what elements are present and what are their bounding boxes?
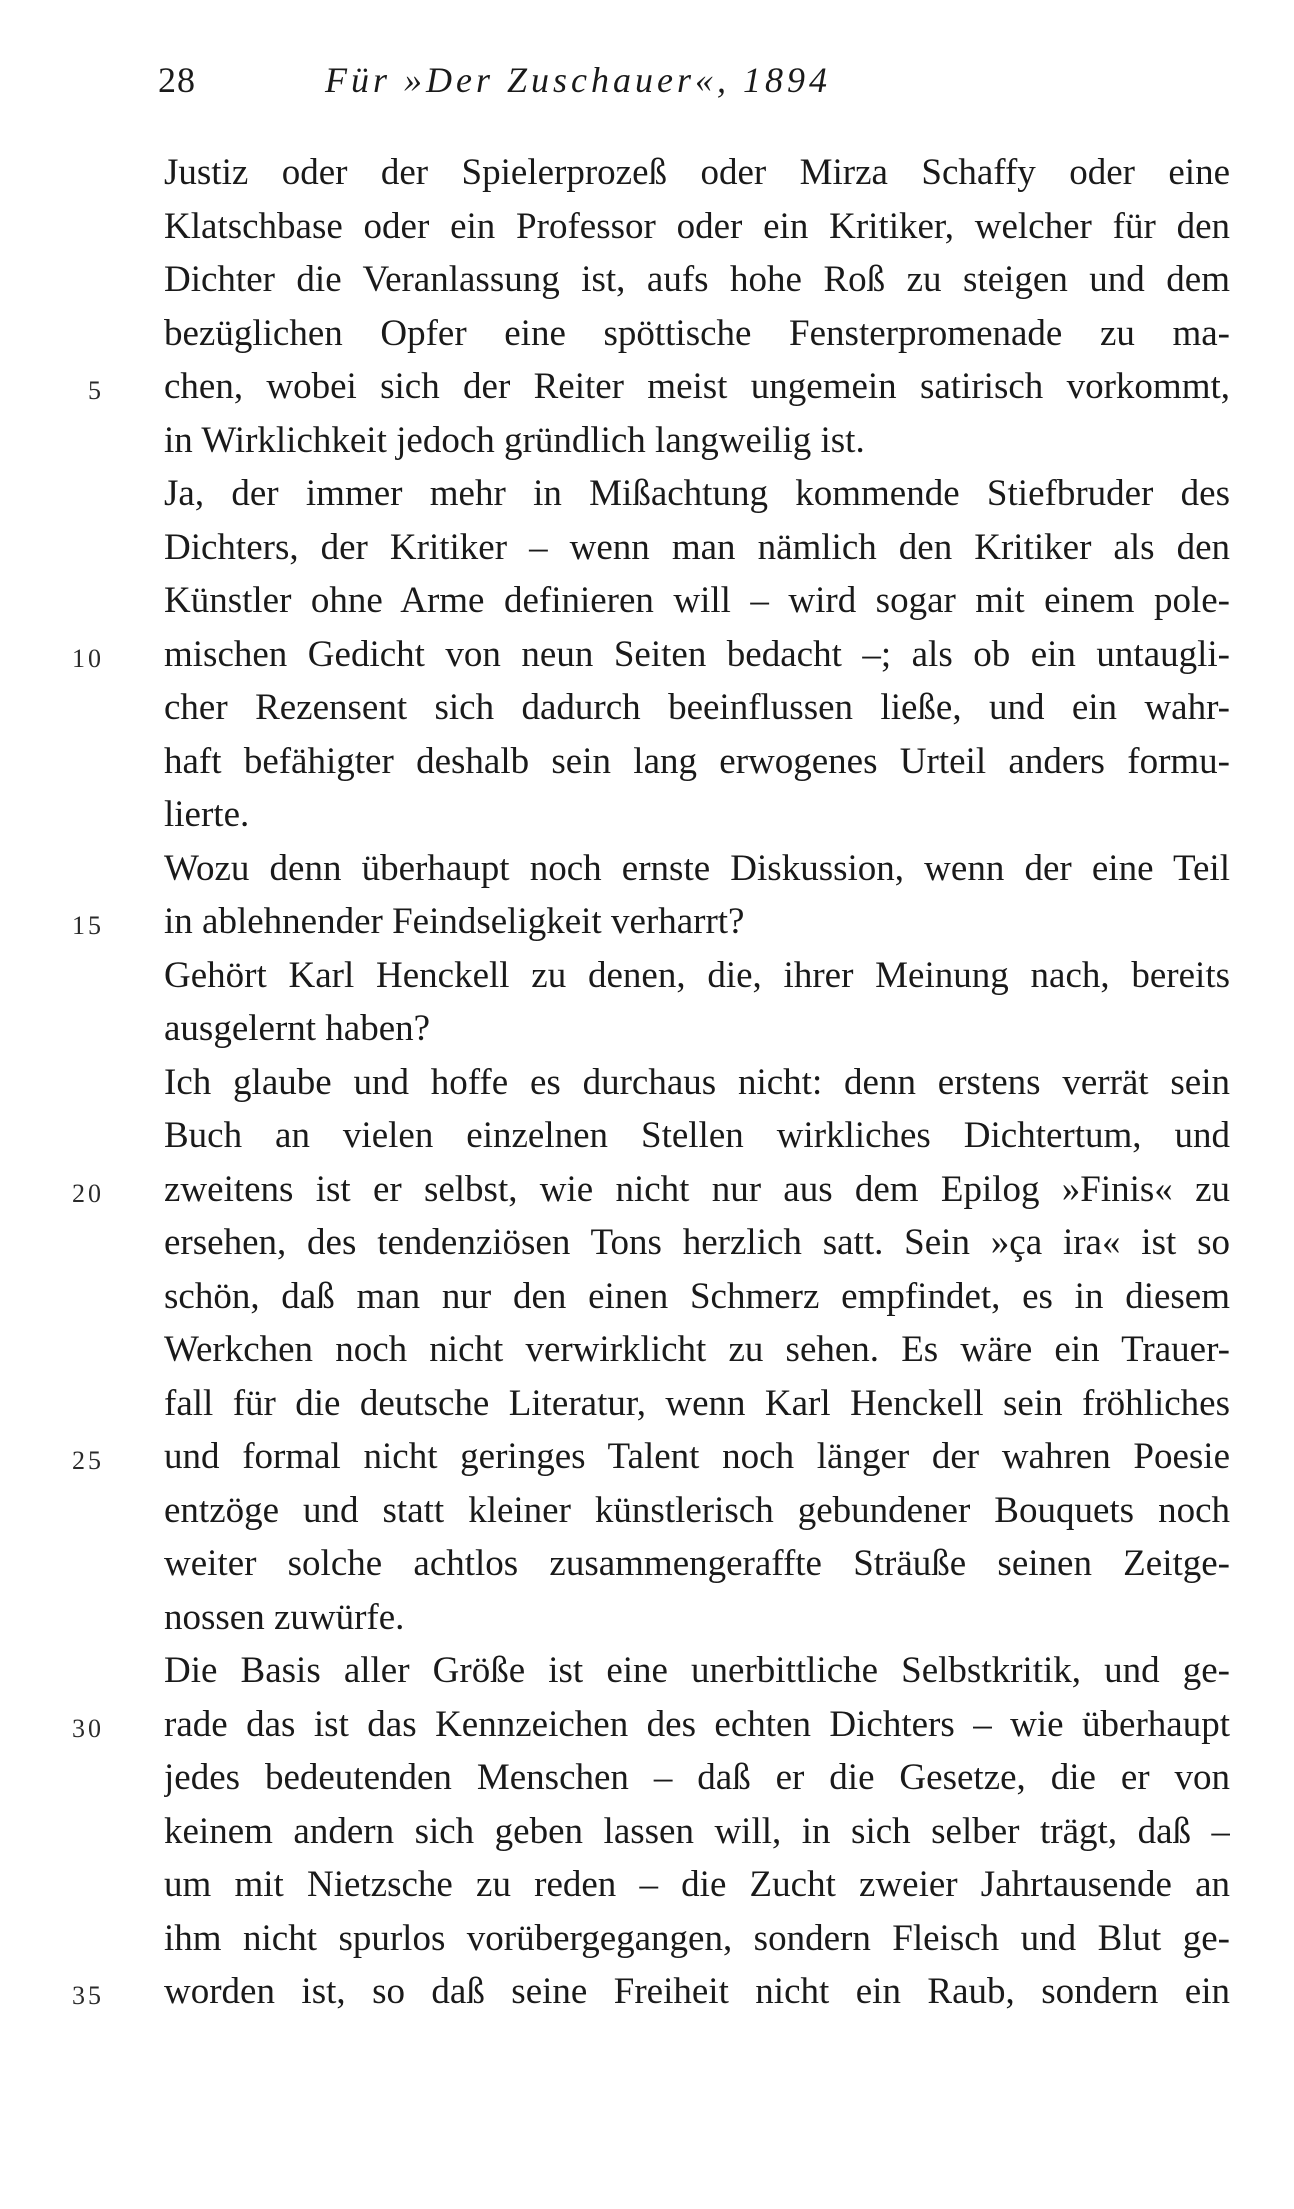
text-line [72,1965,1230,2019]
text-line [164,414,1230,468]
line-text: rade das ist das Kennzeichen des echten Dichters – wie überhaupt [164,1703,1230,1745]
line-text: keinem andern sich geben lassen will, in sich selber trägt, daß – [164,1810,1230,1852]
line-text: Buch an vielen einzelnen Stellen wirkliches Dichtertum, und [164,1115,1230,1156]
page-number: 28 [158,60,196,100]
line-text: Die Basis aller Größe ist eine unerbittliche Selbstkritik, und ge- [164,1650,1230,1691]
text-line [164,574,1230,628]
text-line [164,253,1230,307]
line-text: Ja, der immer mehr in Mißachtung kommende Stiefbruder des [164,473,1230,514]
line-text: und formal nicht geringes Talent noch länger der wahren Poesie [164,1436,1230,1477]
line-text: chen, wobei sich der Reiter meist ungemein satirisch vorkommt, [164,366,1230,407]
body-text [72,146,1230,2019]
line-text: um mit Nietzsche zu reden – die Zucht zweier Jahrtausende an [164,1864,1230,1905]
line-number: 30 [72,1713,104,1743]
line-text: Wozu denn überhaupt noch ernste Diskussion, wenn der eine Teil [164,847,1230,889]
line-text: Ich glaube und hoffe es durchaus nicht: denn erstens verrät sein [164,1061,1230,1103]
text-line [164,521,1230,575]
line-text: bezüglichen Opfer eine spöttische Fensterpromenade zu ma- [164,312,1230,354]
line-text: mischen Gedicht von neun Seiten bedacht –; als ob ein untaugli- [164,633,1230,675]
text-line [164,681,1230,735]
text-line [164,1270,1230,1324]
text-line [164,200,1230,254]
line-text: weiter solche achtlos zusammengeraffte Sträuße seinen Zeitge- [164,1543,1230,1584]
text-line [164,1912,1230,1966]
text-line [164,1216,1230,1270]
line-text: Gehört Karl Henckell zu denen, die, ihrer Meinung nach, bereits [164,954,1230,996]
text-line [164,735,1230,789]
line-text: nossen zuwürfe. [164,1596,405,1638]
text-line [164,1002,1230,1056]
text-line [164,1056,1230,1110]
text-line [164,1109,1230,1163]
line-text: Klatschbase oder ein Professor oder ein Kritiker, welcher für den [164,205,1230,247]
line-number: 25 [72,1446,104,1475]
text-line [88,360,1230,414]
text-line [164,1805,1230,1859]
line-text: ersehen, des tendenziösen Tons herzlich satt. Sein »ça ira« ist so [164,1222,1230,1263]
text-line [72,1430,1230,1484]
text-line [164,1751,1230,1805]
line-text: cher Rezensent sich dadurch beeinflussen ließe, und ein wahr- [164,687,1230,728]
text-line [164,467,1230,521]
line-text: haft befähigter deshalb sein lang erwogenes Urteil anders formu- [164,740,1230,782]
line-text: Dichter die Veranlassung ist, aufs hohe Roß zu steigen und dem [164,259,1230,300]
line-text: lierte. [164,794,250,835]
text-line [72,628,1230,682]
text-line [164,1323,1230,1377]
running-head: Für »Der Zuschauer«, 1894 [325,60,831,100]
text-line [164,307,1230,361]
text-line [72,1163,1230,1217]
line-number: 20 [72,1178,104,1208]
text-line [164,1858,1230,1912]
line-text: jedes bedeutenden Menschen – daß er die Gesetze, die er von [164,1757,1230,1798]
line-number: 35 [72,1981,104,2010]
text-line [72,895,1230,949]
line-text: Werkchen noch nicht verwirklicht zu sehen. Es wäre ein Trauer- [164,1329,1230,1370]
line-text: in Wirklichkeit jedoch gründlich langweilig ist. [164,419,865,461]
line-number: 10 [72,643,104,673]
text-line [164,949,1230,1003]
line-number: 15 [72,911,104,940]
line-text: in ablehnender Feindseligkeit verharrt? [164,901,745,942]
text-line [72,1698,1230,1752]
text-line [164,1644,1230,1698]
text-line [164,1484,1230,1538]
text-line [164,788,1230,842]
line-text: zweitens ist er selbst, wie nicht nur aus dem Epilog »Finis« zu [164,1168,1230,1210]
line-text: ausgelernt haben? [164,1008,431,1049]
text-line [164,1377,1230,1431]
text-line [164,1591,1230,1645]
line-text: schön, daß man nur den einen Schmerz empfindet, es in diesem [164,1275,1230,1317]
text-line [164,842,1230,896]
line-text: Künstler ohne Arme definieren will – wird sogar mit einem pole- [164,580,1230,621]
line-number: 5 [88,376,104,405]
line-text: Dichters, der Kritiker – wenn man nämlich den Kritiker als den [164,526,1230,568]
line-text: Justiz oder der Spielerprozeß oder Mirza Schaffy oder eine [164,152,1230,193]
line-text: worden ist, so daß seine Freiheit nicht ein Raub, sondern ein [164,1971,1230,2012]
text-line [164,1537,1230,1591]
text-line [164,146,1230,200]
line-text: entzöge und statt kleiner künstlerisch gebundener Bouquets noch [164,1489,1230,1531]
line-text: ihm nicht spurlos vorübergegangen, sondern Fleisch und Blut ge- [164,1917,1230,1959]
line-text: fall für die deutsche Literatur, wenn Karl Henckell sein fröhliches [164,1382,1230,1424]
